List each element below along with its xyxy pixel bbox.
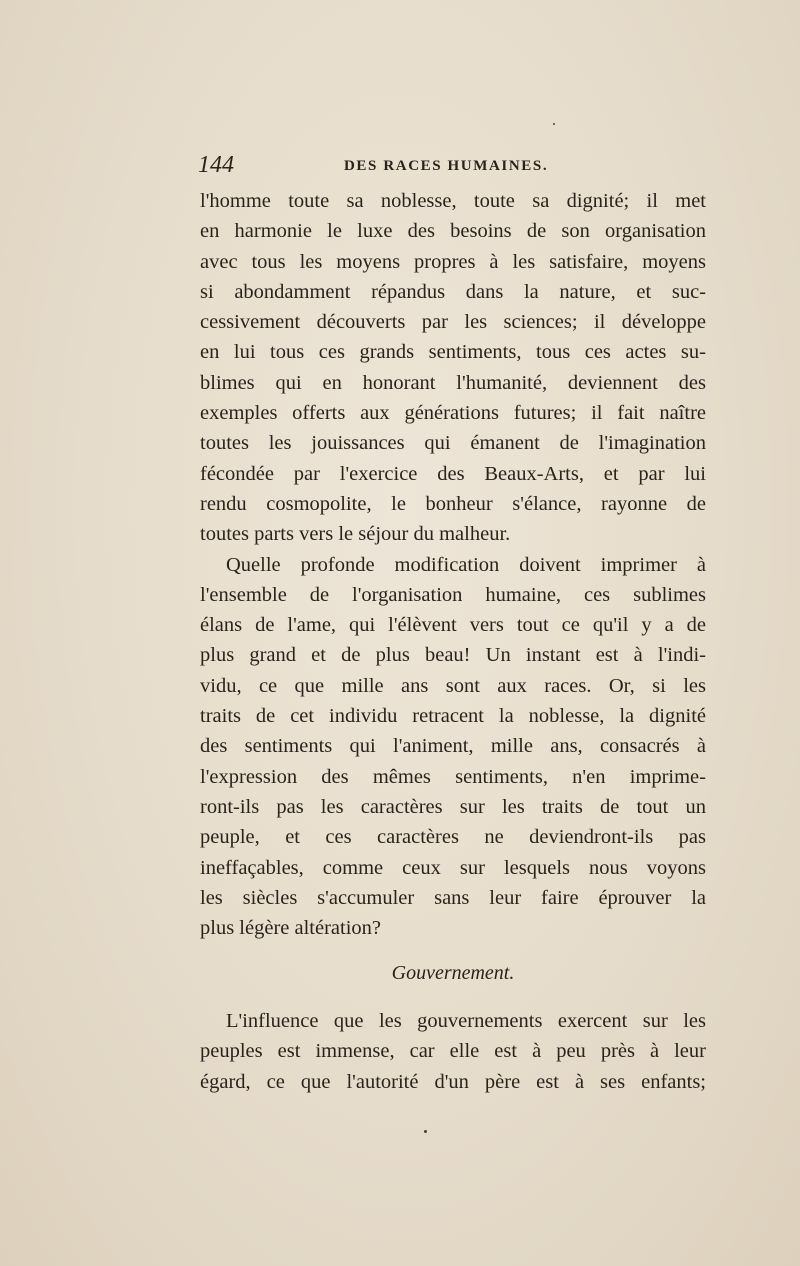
text-line: Quelle profonde modification doivent imprimer à: [226, 553, 706, 576]
text-line: avec tous les moyens propres à les satisfaire, moyens: [200, 250, 706, 273]
section-text: [200, 1006, 706, 1097]
running-title: DES RACES HUMAINES.: [344, 158, 549, 174]
text-line: toutes les jouissances qui émanent de l'imagination: [200, 432, 706, 455]
page-header: [198, 152, 710, 182]
paper-speck: [553, 123, 555, 125]
text-line: peuple, et ces caractères ne deviendront-ils pas: [200, 826, 706, 849]
text-line: l'ensemble de l'organisation humaine, ces sublimes: [200, 583, 706, 606]
text-line: vidu, ce que mille ans sont aux races. Or, si les: [200, 674, 706, 697]
text-line: toutes parts vers le séjour du malheur.: [200, 523, 511, 546]
text-line: fécondée par l'exercice des Beaux-Arts, et par lui: [200, 462, 706, 485]
paragraph-1: [200, 186, 706, 550]
text-line: l'homme toute sa noblesse, toute sa dignité; il met: [200, 190, 706, 212]
text-line: en lui tous ces grands sentiments, tous ces actes su-: [200, 341, 706, 364]
text-line: en harmonie le luxe des besoins de son organisation: [200, 220, 706, 243]
text-line: traits de cet individu retracent la noblesse, la dignité: [200, 705, 706, 728]
text-line: exemples offerts aux générations futures; il fait naître: [200, 402, 706, 425]
text-line: cessivement découverts par les sciences; il développe: [200, 311, 706, 334]
text-line: égard, ce que l'autorité d'un père est à ses enfants;: [200, 1070, 706, 1093]
text-line: L'influence que les gouvernements exercent sur les: [226, 1010, 706, 1032]
text-line: blimes qui en honorant l'humanité, deviennent des: [200, 371, 706, 394]
text-line: les siècles s'accumuler sans leur faire éprouver la: [200, 886, 706, 909]
section-heading: Gouvernement.: [391, 962, 515, 984]
text-line: des sentiments qui l'animent, mille ans, consacrés à: [200, 735, 706, 758]
text-line: ront-ils pas les caractères sur les traits de tout un: [200, 795, 706, 818]
paper-speck: [424, 1130, 427, 1133]
text-line: l'expression des mêmes sentiments, n'en imprime-: [200, 765, 706, 788]
page-number: 144: [198, 152, 234, 178]
text-line: si abondamment répandus dans la nature, et suc-: [200, 280, 706, 303]
text-line: plus grand et de plus beau! Un instant est à l'indi-: [200, 644, 706, 667]
main-text: [200, 186, 706, 943]
text-line: peuples est immense, car elle est à peu près à leur: [200, 1040, 706, 1063]
paragraph-2: [200, 550, 706, 944]
text-line: plus légère altération?: [200, 917, 381, 940]
text-line: élans de l'ame, qui l'élèvent vers tout ce qu'il y a de: [200, 614, 706, 637]
text-line: ineffaçables, comme ceux sur lesquels nous voyons: [200, 856, 706, 879]
text-line: rendu cosmopolite, le bonheur s'élance, rayonne de: [200, 492, 706, 515]
